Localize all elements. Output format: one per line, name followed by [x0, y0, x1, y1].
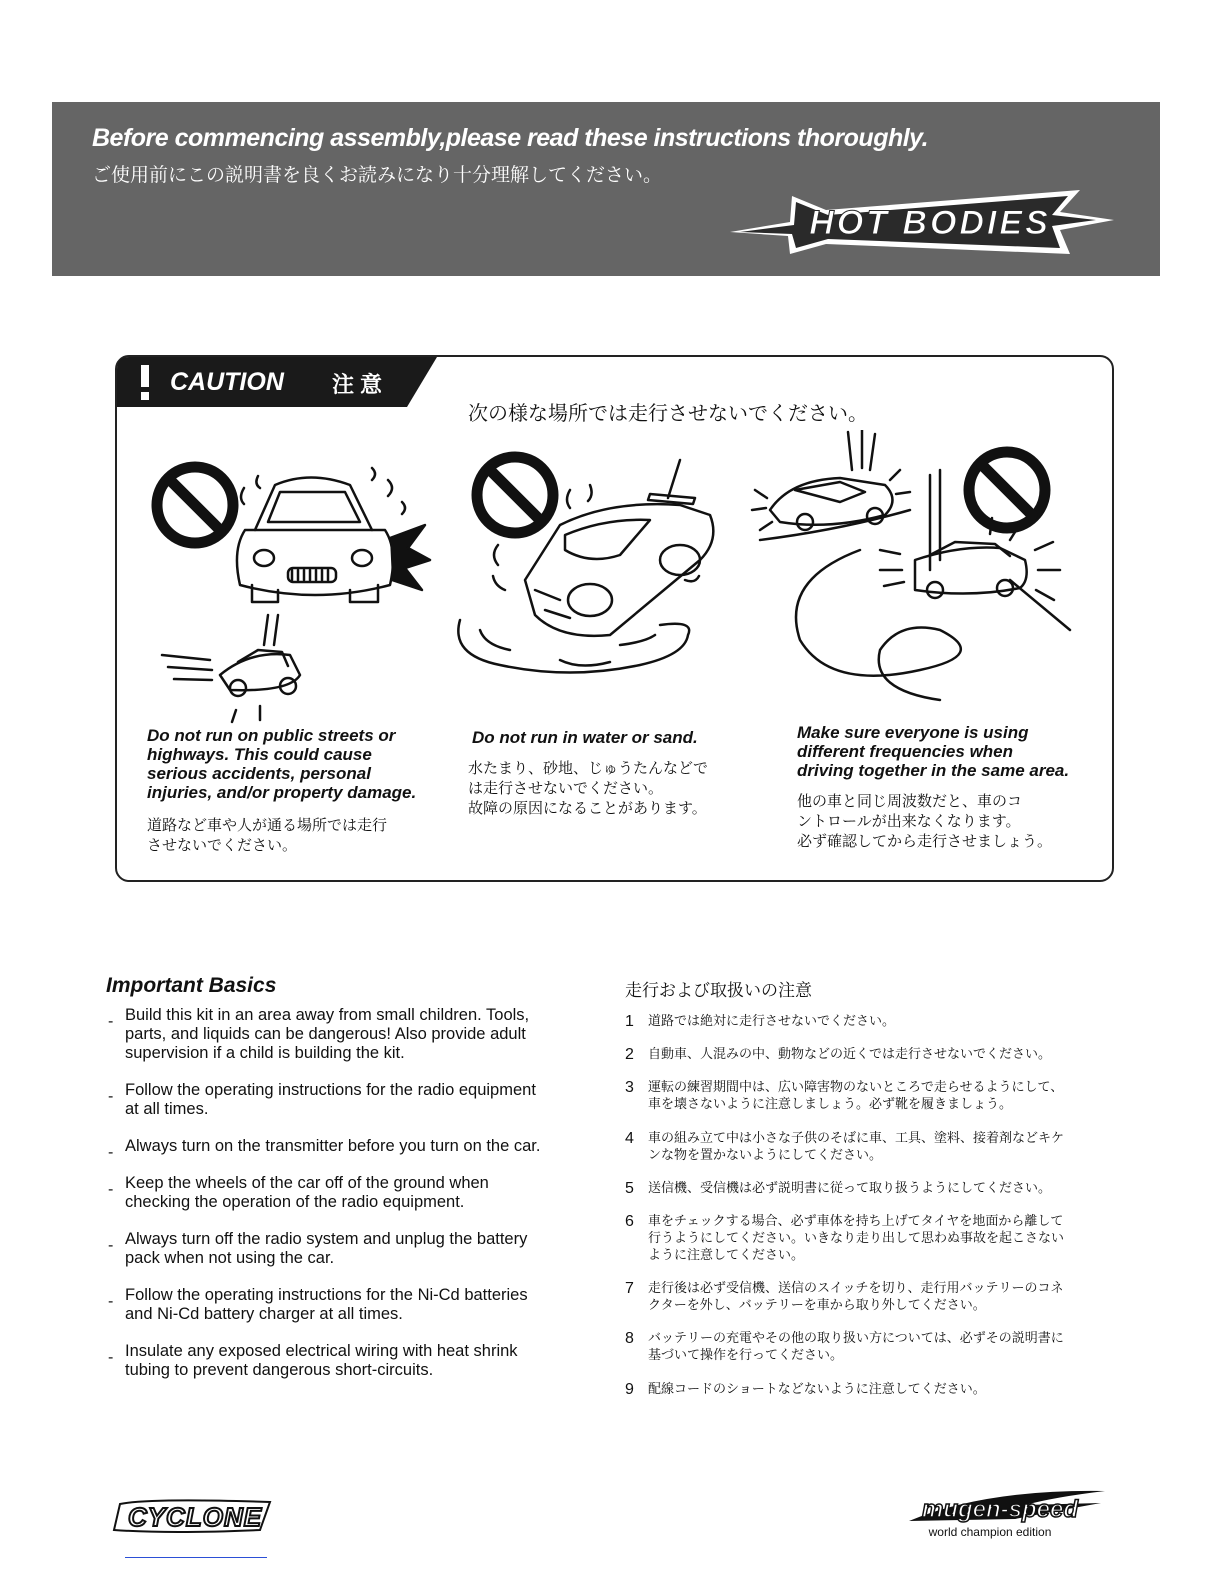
prohibited-icon: [969, 452, 1045, 528]
basic-item: - Follow the operating instructions for the radio equipment at all times.: [108, 1081, 536, 1118]
svg-text:world champion edition: world champion edition: [928, 1525, 1052, 1539]
caution-item-3-en: Make sure everyone is using different frequencies when driving together in the same area.: [797, 723, 1070, 780]
header-title-jp: ご使用前にこの説明書を良くお読みになり十分理解してください。: [92, 164, 663, 186]
basic-item: - Always turn off the radio system and unplug the battery pack when not using the car.: [108, 1230, 528, 1267]
car-in-water-icon: [458, 460, 713, 673]
basic-item: - Build this kit in an area away from small children. Tools, parts, and liquids can be dangerous! Also provide adult supervision if a child is building the kit.: [108, 1006, 530, 1062]
basic-item: - Insulate any exposed electrical wiring with heat shrink tubing to prevent dangerous short-circuits.: [108, 1342, 518, 1379]
caution-item-1-jp: 道路など車や人が通る場所では走行 させないでください。: [147, 816, 388, 854]
bullet-dash: -: [108, 1237, 114, 1254]
header-banner: [52, 102, 1160, 276]
car-scene-icon: [752, 430, 1070, 700]
prohibited-icon: [157, 467, 233, 543]
prohibited-icon: [477, 457, 553, 533]
caution-label: CAUTION: [170, 368, 284, 396]
svg-text:mugen-speed: mugen-speed: [921, 1496, 1079, 1523]
basic-item: - Always turn on the transmitter before you turn on the car.: [108, 1137, 541, 1161]
small-car-icon: [162, 650, 300, 722]
bullet-dash: -: [108, 1088, 114, 1105]
footer-link-underline: [125, 1557, 267, 1558]
caution-item-2-jp: 水たまり、砂地、じゅうたんなどで は走行させないでください。 故障の原因になることがあります。: [468, 759, 709, 817]
basic-item: - Keep the wheels of the car off of the ground when checking the operation of the radio equipment.: [108, 1174, 489, 1211]
caution-item-2-en: Do not run in water or sand.: [472, 728, 698, 747]
mugen-speed-logo: [905, 1483, 1115, 1541]
header-title-en: Before commencing assembly,please read these instructions thoroughly.: [92, 124, 929, 152]
caution-item-1-en: Do not run on public streets or highways. This could cause serious accidents, personal injuries, and/or property damage.: [147, 726, 417, 802]
bullet-dash: -: [108, 1144, 114, 1161]
hot-bodies-logo: [730, 188, 1114, 260]
bullet-dash: -: [108, 1293, 114, 1310]
jp-notes-title: 走行および取扱いの注意: [625, 981, 812, 1001]
basic-item: - Follow the operating instructions for the Ni-Cd batteries and Ni-Cd battery charger at all times.: [108, 1286, 528, 1323]
important-basics-title: Important Basics: [106, 974, 277, 997]
caution-illustrations: [140, 430, 1100, 730]
bullet-dash: -: [108, 1181, 114, 1198]
exclamation-icon: [141, 365, 149, 387]
caution-heading-jp: 次の様な場所では走行させないでください。: [468, 401, 868, 425]
caution-item-3-jp: 他の車と同じ周波数だと、車のコ ントロールが出来なくなります。 必ず確認してから走行させましょう。: [797, 792, 1053, 850]
bullet-dash: -: [108, 1349, 114, 1366]
svg-text:CYCLONE: CYCLONE: [127, 1502, 263, 1532]
bullet-dash: -: [108, 1013, 114, 1030]
caution-label-jp: 注意: [332, 373, 389, 398]
car-front-icon: [237, 468, 430, 645]
cyclone-logo: [110, 1496, 280, 1536]
svg-text:HOT BODIES: HOT BODIES: [809, 204, 1051, 242]
